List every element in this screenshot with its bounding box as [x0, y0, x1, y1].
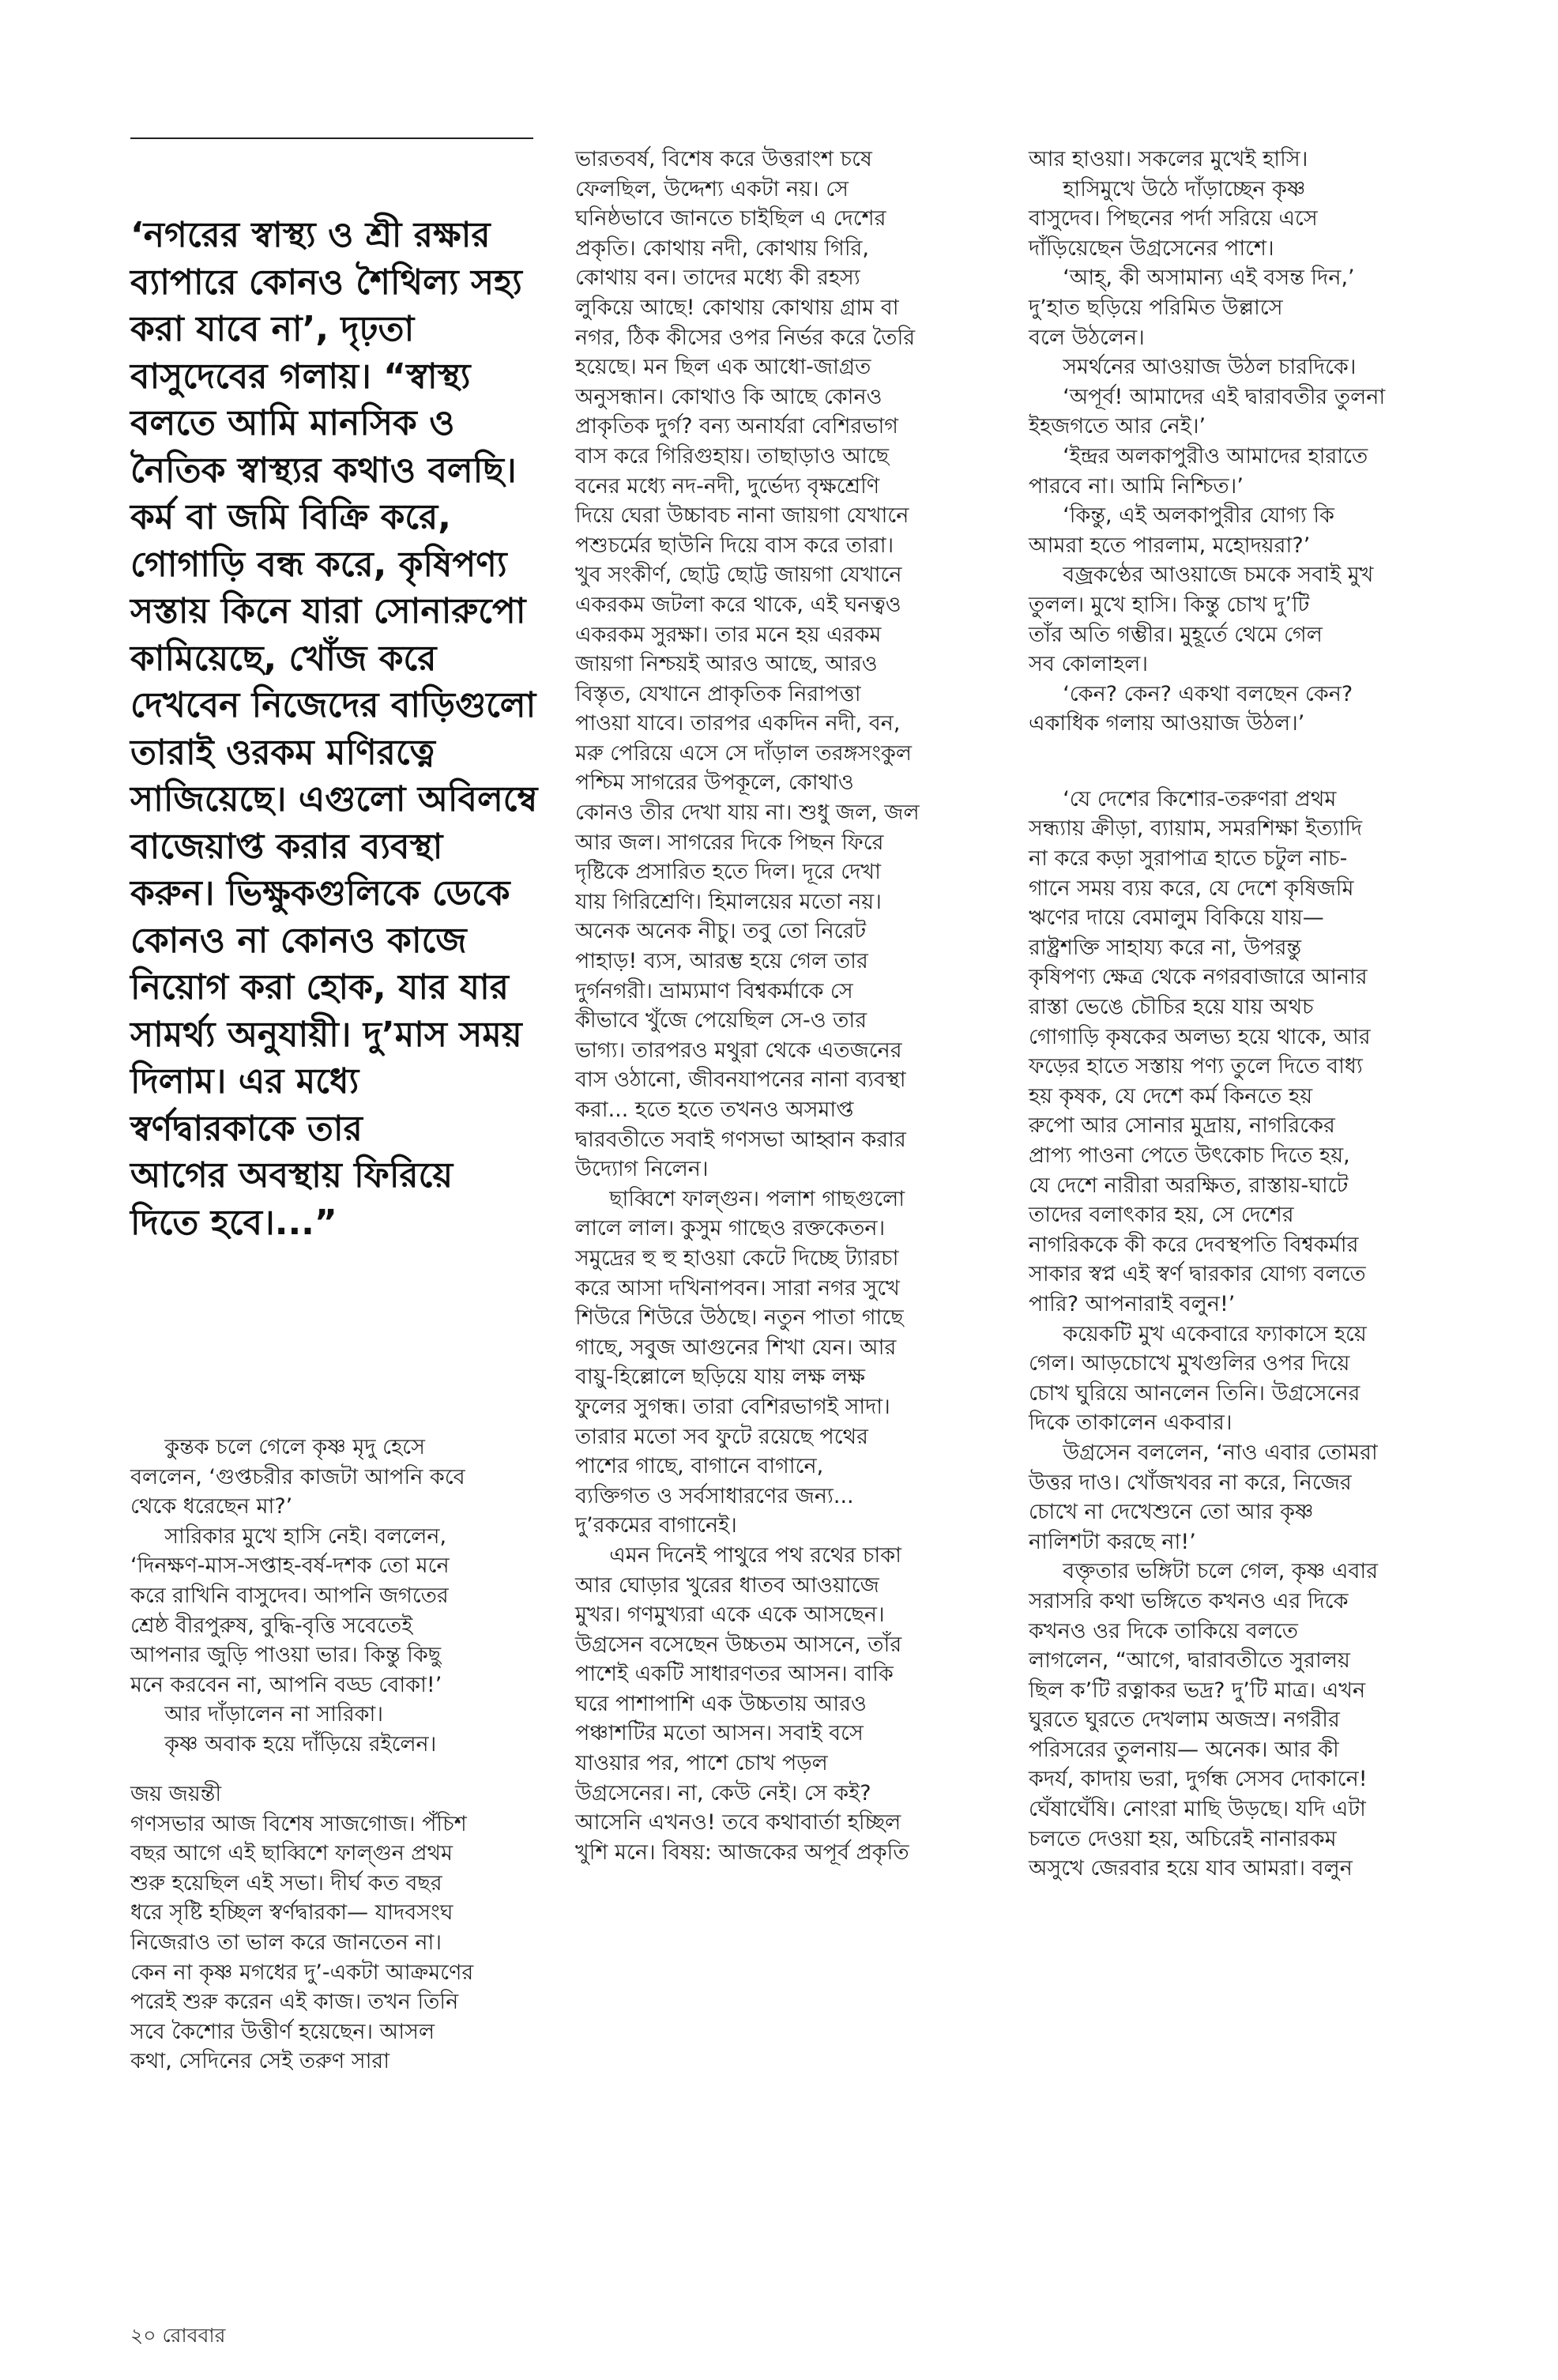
text-line: উগ্রসেন বসেছেন উচ্চতম আসনে, তাঁর: [575, 1632, 902, 1657]
text-line: দিয়ে ঘেরা উচ্চাবচ নানা জায়গা যেখানে: [575, 503, 909, 529]
text-line: আর হাওয়া। সকলের মুখেই হাসি।: [1029, 147, 1308, 171]
text-line: তুলল। মুখে হাসি। কিন্তু চোখ দু’টি: [1029, 592, 1310, 617]
paragraph: [130, 1522, 541, 1700]
text-line: উগ্রসেনের। না, কেউ নেই। সে কই?: [575, 1780, 871, 1806]
column-1-bottom: [130, 1779, 541, 2077]
text-line: কেন না কৃষ্ণ মগধের দু’-একটা আক্রমণের: [130, 1960, 474, 1985]
text-line: খুব সংকীর্ণ, ছোট্ট ছোট্ট জায়গা যেখানে: [575, 563, 902, 588]
text-line: ঘরে পাশাপাশি এক উচ্চতায় আরও: [575, 1691, 867, 1716]
text-line: পাওয়া যাবে। তারপর একদিন নদী, বন,: [575, 711, 901, 736]
text-line: দিকে তাকালেন একবার।: [1029, 1410, 1232, 1436]
text-line: থেকে ধরেছেন মা?’: [130, 1494, 293, 1520]
paragraph: [130, 1700, 541, 1730]
text-line: কদর্য, কাদায় ভরা, দুর্গন্ধ সেসব দোকানে!: [1029, 1767, 1368, 1792]
text-line: দাঁড়িয়েছেন উগ্রসেনের পাশে।: [1029, 235, 1274, 261]
text-line: হয়েছে। মন ছিল এক আধো-জাগ্রত: [575, 355, 871, 380]
text-line: কথা, সেদিনের সেই তরুণ সারা: [130, 2049, 390, 2074]
pull-quote-line: দিলাম। এর মধ্যে: [130, 1061, 359, 1102]
text-line: খুশি মনে। বিষয়: আজকের অপূর্ব প্রকৃতি: [575, 1840, 909, 1865]
text-line: পশ্চিম সাগরের উপকূলে, কোথাও: [575, 770, 854, 796]
section-heading: জয় জয়ন্তী: [130, 1782, 222, 1806]
text-line: উত্তর দাও। খোঁজখবর না করে, নিজের: [1029, 1470, 1352, 1495]
text-line: ‘দিনক্ষণ-মাস-সপ্তাহ-বর্ষ-দশক তো মনে: [130, 1553, 450, 1579]
text-line: পাশেই একটি সাধারণতর আসন। বাকি: [575, 1662, 894, 1687]
text-line: নাগরিককে কী করে দেবস্থপতি বিশ্বকর্মার: [1029, 1232, 1359, 1257]
text-line: প্রাপ্য পাওনা পেতে উৎকোচ দিতে হয়,: [1029, 1143, 1350, 1168]
text-line: করে আসা দখিনাপবন। সারা নগর সুখে: [575, 1275, 900, 1301]
text-line: সমুদ্রের হু হু হাওয়া কেটে দিচ্ছে ট্যারচা: [575, 1245, 899, 1271]
text-line: ঘুরতে ঘুরতে দেখলাম অজস্র। নগরীর: [1029, 1708, 1340, 1733]
text-line: গোগাড়ি কৃষকের অলভ্য হয়ে থাকে, আর: [1029, 1024, 1371, 1049]
text-line: তাঁর অতি গম্ভীর। মুহূর্তে থেমে গেল: [1029, 622, 1323, 647]
paragraph: [130, 1433, 541, 1522]
text-line: পঞ্চাশটির মতো আসন। সবাই বসে: [575, 1721, 864, 1746]
text-line: ঋণের দায়ে বেমালুম বিকিয়ে যায়—: [1029, 906, 1324, 931]
text-line: উদ্যোগ নিলেন।: [575, 1157, 709, 1182]
paragraph: [130, 1809, 541, 2077]
text-line: একরকম জটলা করে থাকে, এই ঘনত্বও: [575, 592, 901, 617]
text-line: নগর, ঠিক কীসের ওপর নির্ভর করে তৈরি: [575, 325, 916, 350]
paragraph: [1029, 1557, 1471, 1884]
text-line: পারি? আপনারাই বলুন!’: [1029, 1291, 1236, 1316]
paragraph: [1029, 145, 1471, 175]
text-line: ঘেঁষাঘেঁষি। নোংরা মাছি উড়ছে। যদি এটা: [1029, 1797, 1366, 1822]
text-line: হয় কৃষক, যে দেশে কর্ম কিনতে হয়: [1029, 1083, 1313, 1109]
text-line: ‘কিন্তু, এই অলকাপুরীর যোগ্য কি: [1063, 503, 1334, 529]
text-line: ফেলছিল, উদ্দেশ্য একটা নয়। সে: [575, 176, 849, 201]
text-line: ‘কেন? কেন? একথা বলছেন কেন?: [1063, 681, 1353, 706]
text-line: ‘যে দেশের কিশোর-তরুণরা প্রথম: [1063, 786, 1337, 812]
text-line: লুকিয়ে আছে! কোথায় কোথায় গ্রাম বা: [575, 295, 899, 320]
column-1-bottom-body: [130, 1809, 541, 2077]
text-line: আসেনি এখনও! তবে কথাবার্তা হচ্ছিল: [575, 1810, 901, 1836]
pull-quote-line: কর্ম বা জমি বিক্রি করে,: [130, 497, 451, 537]
pull-quote-line: কামিয়েছে, খোঁজ করে: [130, 638, 437, 679]
text-line: ভারতবর্ষ, বিশেষ করে উত্তরাংশ চষে: [575, 147, 872, 171]
column-2: [575, 145, 994, 1867]
text-line: জায়গা নিশ্চয়ই আরও আছে, আরও: [575, 652, 878, 677]
paragraph: [1029, 680, 1471, 739]
text-line: সন্ধ্যায় ক্রীড়া, ব্যায়াম, সমরশিক্ষা ইত্যাদি: [1029, 816, 1363, 842]
text-line: ‘ইন্দ্রর অলকাপুরীও আমাদের হারাতে: [1063, 443, 1368, 469]
text-line: করা... হতে হতে তখনও অসমাপ্ত: [575, 1098, 854, 1122]
paragraph: [1029, 263, 1471, 352]
text-line: ছিল ক’টি রত্নাকর ভদ্র? দু’টি মাত্র। এখন: [1029, 1678, 1366, 1703]
text-line: কৃষিপণ্য ক্ষেত্র থেকে নগরবাজারে আনার: [1029, 965, 1368, 990]
text-line: কীভাবে খুঁজে পেয়েছিল সে-ও তার: [575, 1008, 867, 1034]
paragraph: [1029, 175, 1471, 264]
section-break: [1029, 739, 1471, 785]
text-line: শিউরে শিউরে উঠছে। নতুন পাতা গাছে: [575, 1305, 904, 1331]
text-line: করে রাখিনি বাসুদেব। আপনি জগতের: [130, 1583, 449, 1608]
text-line: বছর আগে এই ছাব্বিশে ফাল্গুন প্রথম: [130, 1841, 453, 1866]
paragraph: [1029, 501, 1471, 560]
text-line: সব কোলাহল।: [1029, 652, 1149, 677]
text-line: আমরা হতে পারলাম, মহোদয়রা?’: [1029, 533, 1311, 558]
text-line: এমন দিনেই পাথুরে পথ রথের চাকা: [609, 1542, 901, 1568]
text-line: গণসভার আজ বিশেষ সাজগোজ। পঁচিশ: [130, 1811, 467, 1836]
text-line: তাদের বলাৎকার হয়, সে দেশের: [1029, 1203, 1294, 1228]
text-line: হাসিমুখে উঠে দাঁড়াচ্ছেন কৃষ্ণ: [1063, 176, 1306, 201]
text-line: চলতে দেওয়া হয়, অচিরেই নানারকম: [1029, 1826, 1337, 1851]
text-line: মুখর। গণমুখ্যরা একে একে আসছেন।: [575, 1602, 885, 1628]
text-line: ‘আহ্‌, কী অসামান্য এই বসন্ত দিন,’: [1063, 265, 1355, 291]
pull-quote-line: ‘নগরের স্বাস্থ্য ও শ্রী রক্ষার: [130, 215, 491, 255]
text-line: বাস ওঠানো, জীবনযাপনের নানা ব্যবস্থা: [575, 1068, 906, 1093]
text-line: চোখে না দেখেশুনে তো আর কৃষ্ণ: [1029, 1500, 1314, 1525]
text-line: সারিকার মুখে হাসি নেই। বললেন,: [164, 1523, 447, 1549]
pull-quote-line: গোগাড়ি বন্ধ করে, কৃষিপণ্য: [130, 544, 507, 585]
text-line: মনে করবেন না, আপনি বড্ড বোকা!’: [130, 1672, 442, 1697]
text-line: কোথায় বন। তাদের মধ্যে কী রহস্য: [575, 265, 860, 291]
text-line: ছাব্বিশে ফাল্গুন। পলাশ গাছগুলো: [609, 1186, 905, 1211]
text-line: নিজেরাও তা ভাল করে জানতেন না।: [130, 1930, 442, 1955]
text-line: তারার মতো সব ফুটে রয়েছে পথের: [575, 1424, 868, 1449]
text-line: প্রাকৃতিক দুর্গ? বন্য অনার্যরা বেশিরভাগ: [575, 414, 898, 439]
text-line: ফড়ের হাতে সস্তায় পণ্য তুলে দিতে বাধ্য: [1029, 1054, 1363, 1079]
text-line: রাষ্ট্রশক্তি সাহায্য করে না, উপরন্তু: [1029, 935, 1302, 960]
text-line: বললেন, ‘গুপ্তচরীর কাজটা আপনি কবে: [130, 1464, 465, 1489]
text-line: আপনার জুড়ি পাওয়া ভার। কিন্তু কিছু: [130, 1643, 442, 1668]
paragraph: [130, 1730, 541, 1760]
paragraph: [1029, 442, 1471, 501]
text-line: কৃষ্ণ অবাক হয়ে দাঁড়িয়ে রইলেন।: [164, 1731, 437, 1757]
pull-quote-line: ব্যাপারে কোনও শৈথিল্য সহ্য: [130, 262, 522, 303]
text-line: লালে লাল। কুসুম গাছেও রক্তকেতন।: [575, 1216, 886, 1241]
text-line: ইহজগতে আর নেই।’: [1029, 414, 1206, 439]
column-1-top: [130, 1433, 541, 1760]
text-line: কোনও তীর দেখা যায় না। শুধু জল, জল: [575, 800, 920, 826]
text-line: দ্বারবতীতে সবাই গণসভা আহ্বান করার: [575, 1127, 906, 1152]
text-line: মরু পেরিয়ে এসে সে দাঁড়াল তরঙ্গসংকুল: [575, 740, 912, 766]
pull-quote-line: সাজিয়েছে। এগুলো অবিলম্বে: [130, 779, 538, 819]
pull-quote-line: নৈতিক স্বাস্থ্যর কথাও বলছি।: [130, 450, 517, 491]
text-line: বিস্তৃত, যেখানে প্রাকৃতিক নিরাপত্তা: [575, 681, 861, 706]
paragraph: [1029, 352, 1471, 382]
text-line: রুপো আর সোনার মুদ্রায়, নাগরিকের: [1029, 1113, 1335, 1139]
text-line: যে দেশে নারীরা অরক্ষিত, রাস্তায়-ঘাটে: [1029, 1173, 1349, 1198]
text-line: ঘনিষ্ঠভাবে জানতে চাইছিল এ দেশের: [575, 206, 886, 232]
text-line: গেল। আড়চোখে মুখগুলির ওপর দিয়ে: [1029, 1351, 1350, 1376]
pull-quote-line: কোনও না কোনও কাজে: [130, 920, 467, 961]
text-line: ব্যক্তিগত ও সর্বসাধারণের জন্য...: [575, 1483, 854, 1508]
text-line: অসুখে জেরবার হয়ে যাব আমরা। বলুন: [1029, 1856, 1353, 1881]
text-line: অনেক অনেক নীচু। তবু তো নিরেট: [575, 919, 867, 944]
text-line: ‘অপূর্ব! আমাদের এই দ্বারাবতীর তুলনা: [1063, 384, 1386, 409]
pull-quote-line: করা যাবে না’, দৃঢ়তা: [130, 309, 415, 349]
pull-quote-line: সামর্থ্য অনুযায়ী। দু’মাস সময়: [130, 1014, 522, 1055]
pullquote-rule: [130, 137, 533, 139]
text-line: উগ্রসেন বললেন, ‘নাও এবার তোমরা: [1063, 1440, 1378, 1465]
text-line: ধরে সৃষ্টি হচ্ছিল স্বর্ণদ্বারকা— যাদবসংঘ: [130, 1900, 453, 1926]
text-line: বক্তৃতার ভঙ্গিটা চলে গেল, কৃষ্ণ এবার: [1063, 1559, 1379, 1584]
paragraph: [1029, 560, 1471, 679]
text-line: পাহাড়! ব্যস, আরম্ভ হয়ে গেল তার: [575, 949, 868, 974]
text-line: পশুচর্মের ছাউনি দিয়ে বাস করে তারা।: [575, 533, 894, 558]
text-line: সরাসরি কথা ভঙ্গিতে কখনও এর দিকে: [1029, 1588, 1349, 1614]
text-line: পরেই শুরু করেন এই কাজ। তখন তিনি: [130, 1990, 459, 2015]
text-line: লাগলেন, “আগে, দ্বারাবতীতে সুরালয়: [1029, 1648, 1350, 1674]
paragraph: [1029, 382, 1471, 442]
text-line: দু’রকমের বাগানেই।: [575, 1513, 737, 1538]
paragraph: [1029, 1438, 1471, 1557]
text-line: গাছে, সবুজ আগুনের শিখা যেন। আর: [575, 1335, 897, 1360]
text-line: একরকম সুরক্ষা। তার মনে হয় এরকম: [575, 622, 882, 647]
text-line: বাসুদেব। পিছনের পর্দা সরিয়ে এসে: [1029, 206, 1318, 232]
text-line: প্রকৃতি। কোথায় নদী, কোথায় গিরি,: [575, 235, 869, 261]
pull-quote-line: দিতে হবে।...”: [130, 1202, 337, 1243]
pull-quote-line: নিয়োগ করা হোক, যার যার: [130, 967, 509, 1007]
page-folio: ২০ রোববার: [130, 2324, 226, 2347]
pull-quote-line: আগের অবস্থায় ফিরিয়ে: [130, 1155, 453, 1196]
text-line: দু’হাত ছড়িয়ে পরিমিত উল্লাসে: [1029, 295, 1283, 320]
paragraph: [1029, 785, 1471, 1320]
paragraph: [575, 145, 994, 1184]
text-line: সবে কৈশোর উত্তীর্ণ হয়েছেন। আসল: [130, 2019, 435, 2044]
text-line: আর ঘোড়ার খুরের ধাতব আওয়াজে: [575, 1572, 879, 1598]
text-line: পাশের গাছে, বাগানে বাগানে,: [575, 1454, 824, 1479]
text-line: কখনও ওর দিকে তাকিয়ে বলতে: [1029, 1618, 1299, 1644]
text-line: ফুলের সুগন্ধ। তারা বেশিরভাগই সাদা।: [575, 1394, 890, 1419]
pull-quote-line: করুন। ভিক্ষুকগুলিকে ডেকে: [130, 873, 510, 913]
text-line: শ্রেষ্ঠ বীরপুরুষ, বুদ্ধি-বৃত্তি সবেতেই: [130, 1613, 413, 1638]
text-line: চোখ ঘুরিয়ে আনলেন তিনি। উগ্রসেনের: [1029, 1380, 1360, 1406]
column-3: [1029, 145, 1471, 1884]
text-line: আর জল। সাগরের দিকে পিছন ফিরে: [575, 830, 884, 855]
text-line: রাস্তা ভেঙে চৌচির হয়ে যায় অথচ: [1029, 995, 1314, 1020]
text-line: বজ্রকণ্ঠের আওয়াজে চমকে সবাই মুখ: [1063, 563, 1374, 588]
text-line: বনের মধ্যে নদ-নদী, দুর্ভেদ্য বৃক্ষশ্রেণি: [575, 473, 880, 499]
text-line: দৃষ্টিকে প্রসারিত হতে দিল। দূরে দেখা: [575, 860, 881, 885]
text-line: না করে কড়া সুরাপাত্র হাতে চটুল নাচ-: [1029, 846, 1348, 872]
pull-quote-line: বলতে আমি মানসিক ও: [130, 403, 455, 443]
text-line: নালিশটা করছে না!’: [1029, 1529, 1196, 1554]
pull-quote-line: সস্তায় কিনে যারা সোনারুপো: [130, 591, 526, 631]
pull-quote-line: তারাই ওরকম মণিরত্নে: [130, 732, 435, 773]
text-line: পরিসরের তুলনায়— অনেক। আর কী: [1029, 1737, 1339, 1762]
text-line: ভাগ্য। তারপরও মথুরা থেকে এতজনের: [575, 1037, 902, 1063]
paragraph: [1029, 1320, 1471, 1438]
text-line: বাস করে গিরিগুহায়। তাছাড়াও আছে: [575, 443, 890, 469]
paragraph: [575, 1541, 994, 1868]
text-line: একাধিক গলায় আওয়াজ উঠল।’: [1029, 711, 1305, 736]
text-line: পারবে না। আমি নিশ্চিত।’: [1029, 473, 1244, 499]
text-line: শুরু হয়েছিল এই সভা। দীর্ঘ কত বছর: [130, 1870, 442, 1896]
text-line: সমর্থনের আওয়াজ উঠল চারদিকে।: [1063, 355, 1357, 380]
text-line: কুন্তক চলে গেলে কৃষ্ণ মৃদু হেসে: [164, 1435, 425, 1459]
pull-quote-line: দেখবেন নিজেদের বাড়িগুলো: [130, 685, 536, 725]
text-line: অনুসন্ধান। কোথাও কি আছে কোনও: [575, 384, 882, 409]
text-line: বায়ু-হিল্লোলে ছড়িয়ে যায় লক্ষ লক্ষ: [575, 1365, 865, 1390]
text-line: যায় গিরিশ্রেণি। হিমালয়ের মতো নয়।: [575, 889, 882, 914]
text-line: গানে সময় ব্যয় করে, যে দেশে কৃষিজমি: [1029, 876, 1354, 901]
text-line: আর দাঁড়ালেন না সারিকা।: [164, 1702, 384, 1727]
pull-quote-line: বাসুদেবের গলায়। “স্বাস্থ্য: [130, 356, 471, 397]
pull-quote-line: স্বর্ণদ্বারকাকে তার: [130, 1108, 363, 1149]
pull-quote: [130, 212, 541, 1246]
pull-quote-line: বাজেয়াপ্ত করার ব্যবস্থা: [130, 826, 443, 867]
text-line: সাকার স্বপ্ন এই স্বর্ণ দ্বারকার যোগ্য বলতে: [1029, 1262, 1366, 1287]
paragraph: [575, 1184, 994, 1541]
text-line: বলে উঠলেন।: [1029, 325, 1145, 350]
text-line: কয়েকটি মুখ একেবারে ফ্যাকাসে হয়ে: [1063, 1321, 1367, 1346]
text-line: দুর্গনগরী। ভ্রাম্যমাণ বিশ্বকর্মাকে সে: [575, 978, 853, 1004]
text-line: যাওয়ার পর, পাশে চোখ পড়ল: [575, 1751, 828, 1776]
